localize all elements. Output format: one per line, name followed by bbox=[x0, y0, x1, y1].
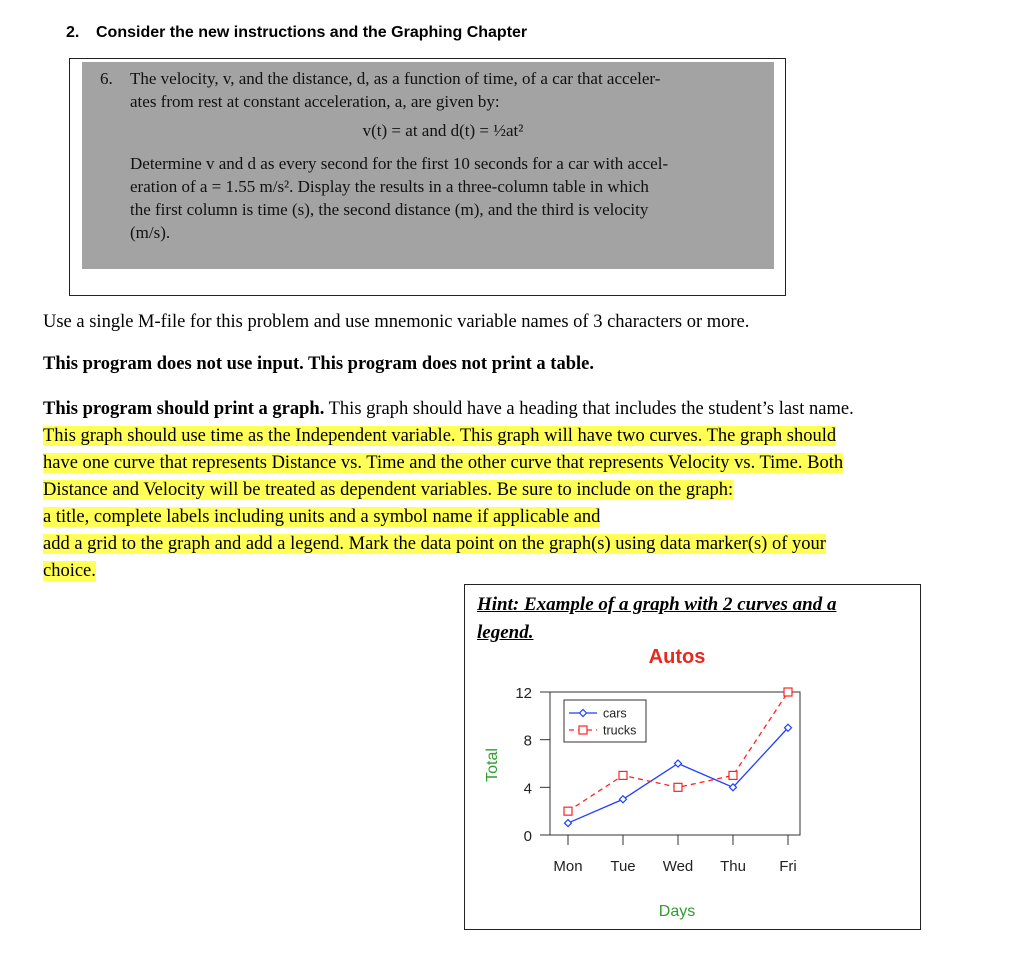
hint-box bbox=[464, 584, 921, 930]
x-tick-label: Mon bbox=[553, 858, 583, 875]
instruction-print-graph bbox=[43, 396, 854, 423]
problem-line-2: ates from rest at constant acceleration, a, are given by: bbox=[130, 92, 500, 111]
y-axis-label: Total bbox=[484, 748, 501, 782]
y-tick-label: 0 bbox=[523, 828, 532, 845]
instruction-print-graph-rest: This graph should have a heading that includes the student’s last name. bbox=[324, 399, 854, 419]
x-tick-label: Wed bbox=[662, 858, 694, 875]
data-point-trucks bbox=[564, 807, 572, 815]
highlight-line-2 bbox=[43, 450, 843, 477]
highlight-line-5 bbox=[43, 531, 826, 558]
legend-marker-trucks bbox=[579, 726, 587, 734]
problem-line-6: (m/s). bbox=[130, 223, 171, 242]
problem-number: 6. bbox=[100, 69, 113, 88]
instruction-no-input: This program does not use input. This program does not print a table. bbox=[43, 354, 594, 374]
x-tick-label: Fri bbox=[779, 858, 797, 875]
hint-line-1: Hint: Example of a graph with 2 curves and a bbox=[477, 594, 837, 615]
example-chart bbox=[465, 585, 922, 931]
data-point-cars bbox=[565, 820, 572, 827]
data-point-trucks bbox=[729, 771, 737, 779]
highlight-text-5: add a grid to the graph and add a legend. Mark the data point on the graph(s) using data marker(s) of your bbox=[43, 534, 826, 554]
instruction-mfile: Use a single M-file for this problem and use mnemonic variable names of 3 characters or more. bbox=[43, 312, 750, 332]
highlight-text-2: have one curve that represents Distance vs. Time and the other curve that represents Velocity vs. Time. Both bbox=[43, 453, 844, 473]
instruction-print-graph-bold: This program should print a graph. bbox=[43, 399, 325, 419]
legend-label-trucks: trucks bbox=[603, 723, 637, 738]
data-point-trucks bbox=[784, 688, 792, 696]
highlight-line-3 bbox=[43, 477, 733, 504]
highlight-line-1 bbox=[43, 423, 836, 450]
data-point-trucks bbox=[674, 783, 682, 791]
chart-title: Autos bbox=[648, 646, 706, 668]
problem-line-1: The velocity, v, and the distance, d, as a function of time, of a car that acceler- bbox=[130, 69, 661, 88]
problem-box bbox=[69, 58, 786, 296]
y-tick-label: 8 bbox=[523, 732, 532, 750]
question-title: Consider the new instructions and the Graphing Chapter bbox=[96, 24, 528, 41]
problem-line-3: Determine v and d as every second for the first 10 seconds for a car with accel- bbox=[130, 154, 669, 173]
highlight-text-1: This graph should use time as the Independent variable. This graph will have two curves. The graph should bbox=[43, 426, 837, 446]
data-point-trucks bbox=[619, 771, 627, 779]
question-heading bbox=[66, 24, 527, 42]
data-point-cars bbox=[675, 760, 682, 767]
highlight-line-6 bbox=[43, 558, 96, 585]
question-number: 2. bbox=[66, 24, 80, 41]
problem-line-4: eration of a = 1.55 m/s². Display the results in a three-column table in which bbox=[130, 177, 649, 196]
x-tick-label: Thu bbox=[720, 858, 746, 875]
x-tick-label: Tue bbox=[610, 858, 636, 875]
highlight-text-6: choice. bbox=[43, 561, 96, 581]
y-tick-label: 4 bbox=[523, 780, 532, 798]
legend-label-cars: cars bbox=[603, 706, 627, 721]
highlight-text-4: a title, complete labels including units and a symbol name if applicable and bbox=[43, 507, 601, 527]
problem-formula: v(t) = at and d(t) = ½at² bbox=[362, 121, 524, 140]
highlight-line-4 bbox=[43, 504, 600, 531]
highlight-text-3: Distance and Velocity will be treated as dependent variables. Be sure to include on the graph: bbox=[43, 480, 734, 500]
problem-line-5: the first column is time (s), the second distance (m), and the third is velocity bbox=[130, 200, 649, 219]
x-axis-label: Days bbox=[658, 903, 696, 920]
y-tick-label: 12 bbox=[515, 685, 532, 702]
problem-excerpt bbox=[82, 62, 774, 269]
data-point-cars bbox=[620, 796, 627, 803]
hint-line-2: legend. bbox=[477, 622, 534, 643]
